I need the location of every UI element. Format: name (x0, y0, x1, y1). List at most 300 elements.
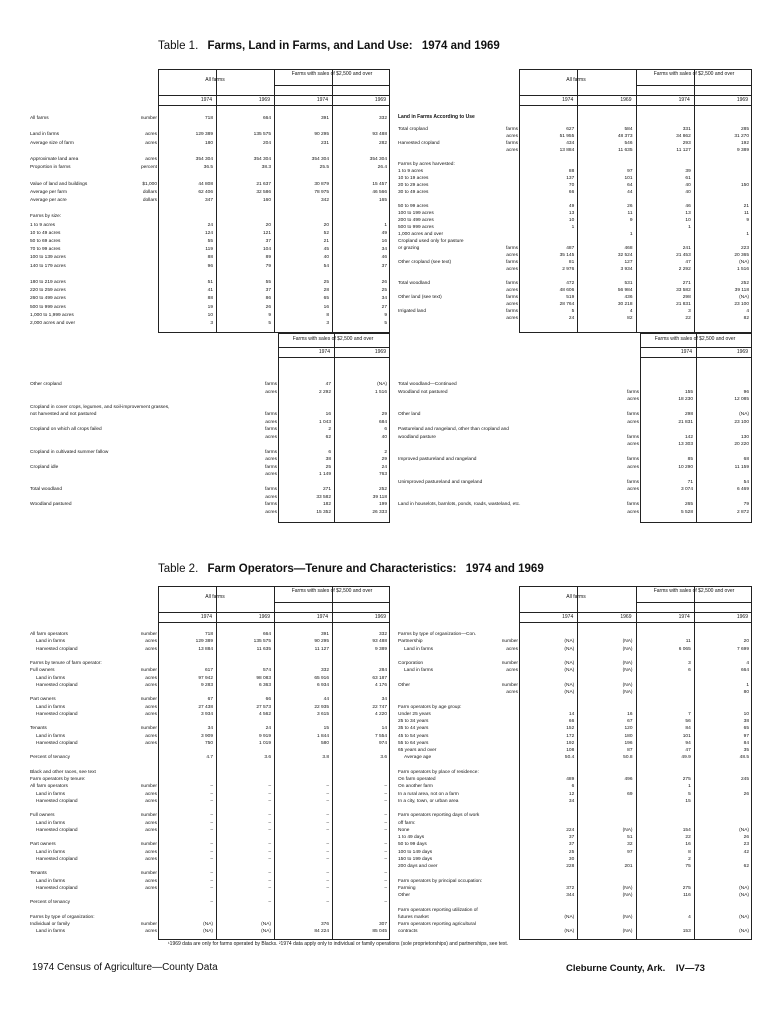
t1-sub-right-row (0, 502, 770, 508)
t1-left-row-unit: dollars (142, 198, 157, 203)
t2-right-row-label: Farm operators by age group: (398, 704, 462, 710)
t1-sub-left-row-value: 684 (378, 419, 387, 425)
t1-left-row-value: 46 566 (372, 189, 387, 195)
t1-left-row-label: Value of land and buildings (30, 181, 88, 187)
t1-right-row-value: 11 (744, 211, 749, 216)
t1-sub-right-row-unit: farms (627, 502, 639, 507)
t2-left-row-label: Harvested cropland (36, 740, 78, 746)
t2-right-header-line (636, 602, 753, 603)
t2-right-row-value: 97 (627, 849, 633, 855)
t1-right-row-value: 252 (740, 281, 749, 286)
t1-right-row-value: 49 (568, 204, 575, 209)
t1-right-row-value: 3 (688, 309, 691, 314)
t2-right-row-value: 228 (566, 864, 575, 869)
t2-right-row-value: 75 (685, 864, 691, 869)
t1-left-row-label: 220 to 259 acres (30, 288, 66, 294)
t2-right-row (0, 668, 770, 674)
t1-sub-left-years-top (278, 347, 390, 348)
t1-sub-left-row-value: 1 043 (318, 419, 331, 425)
t1-sub-left-row-unit: farms (265, 487, 277, 492)
t2-left-row-value: 574 (262, 668, 271, 674)
t1-left-row-value: 32 586 (256, 189, 271, 195)
t2-left-row-unit: acres (145, 820, 157, 826)
t1-left-row-value: 354 304 (311, 157, 329, 162)
table2-title-main: Farm Operators—Tenure and Characteristics: (207, 563, 457, 575)
t1-right-row-value: 47 (685, 260, 691, 265)
t2-left-row-value: – (268, 878, 271, 884)
t2-left-row-value: 6 363 (258, 682, 271, 688)
t2-left-row-value: 974 (378, 740, 387, 746)
t1-right-row-value: 28 764 (559, 302, 575, 307)
t2-right-row-label: futures market (398, 914, 429, 920)
t1-sub-right-row-value: 298 (684, 412, 693, 417)
t1-left-row-unit: $1,000 (142, 181, 157, 187)
t1-left-row-value: 354 304 (369, 157, 387, 162)
t2-right-row-value: 14 (568, 711, 575, 717)
table1-right-heading: Land in Farms According to Use (398, 114, 475, 120)
t1-left-row-label: 1,000 to 1,999 acres (30, 312, 74, 318)
t2-left-row-unit: acres (145, 878, 157, 884)
t2-right-row-value: 153 (682, 929, 691, 935)
t2-right-row-label: Farm operators reporting days of work (398, 813, 480, 819)
table2-title-years: 1974 and 1969 (465, 563, 544, 575)
t1-right-row-value: 32 524 (617, 253, 633, 258)
t1-left-row-value: 26 (265, 304, 271, 310)
t2-right-row-value: 25 (568, 849, 575, 855)
t2-left-row-value: – (210, 784, 213, 790)
t1-right-row-unit: farms (506, 309, 518, 314)
t2-right-row-value: 49.9 (681, 755, 691, 761)
t1-right-row-value: 20 365 (734, 253, 749, 258)
t1-sub-left-row-value: 33 582 (316, 494, 331, 500)
t2-left-row-value: – (268, 900, 271, 906)
t1-left-row-value: 38.3 (261, 165, 271, 171)
t1-sub-left-row-unit: acres (265, 434, 277, 440)
t2-left-header-line (274, 602, 390, 603)
t1-left-row-value: 44 808 (198, 181, 213, 187)
t1-right-row-value: 101 (624, 176, 633, 181)
t1-sub-right-row-value: 11 159 (734, 464, 749, 470)
t2-right-year-1: 1969 (620, 614, 632, 620)
t1-sub-left-row-label: not harvested and not pastured (30, 412, 97, 417)
t1-sub-right-row-value: 142 (684, 434, 693, 440)
t1-sub-left-row-label: Total woodland (30, 487, 63, 492)
t2-right-row-value: 66 (568, 719, 575, 724)
t2-right-row (0, 647, 770, 653)
t2-left-row-value: 85 045 (372, 929, 387, 935)
t2-left-row-value: 9 919 (258, 733, 271, 739)
t1-right-row-label: or grazing (398, 246, 420, 251)
t2-left-row-label: Land in farms (36, 639, 66, 645)
t2-right-row-value: 108 (566, 748, 575, 753)
t2-left-row-label: Land in farms (36, 929, 66, 935)
t1-right-row-value: 48 373 (617, 134, 633, 139)
t1-left-row-value: 28 (323, 288, 329, 294)
table2-footnote: ¹1969 data are only for farms operated by Blacks. ²1974 data apply only to individual or family operations (sole proprietorships) and partnerships, see text. (168, 941, 509, 947)
t2-right-row-value: 38 (743, 719, 749, 724)
county-name: Cleburne County, Ark. (566, 963, 666, 974)
t1-sub-right-row-value: 20 220 (734, 442, 749, 447)
t1-right-row-value: 4 (629, 309, 633, 314)
t2-right-row (0, 850, 770, 856)
t1-sub-right-row (0, 450, 770, 456)
t2-left-row-unit: acres (145, 856, 157, 862)
t1-left-row-value: 20 (323, 222, 329, 228)
t1-right-row-value: 436 (624, 295, 633, 300)
t2-right-row-label: Farms by type of organization—Con. (398, 632, 477, 637)
t1-left-row (0, 116, 770, 122)
t1-sub-right-row-value: 21 831 (678, 419, 693, 425)
t2-left-row-label: All farm operators (30, 784, 68, 790)
t1-left-row-value: 79 (265, 263, 271, 269)
t1-left-row-label: Average size of farm (30, 140, 74, 146)
t1-sub-right-row-unit: farms (627, 479, 639, 485)
t1-left-year-2: 1974 (316, 97, 328, 103)
t2-left-row-value: – (384, 784, 387, 790)
t1-left-row-value: 36.5 (203, 165, 213, 171)
t2-right-row-label: off farm: (398, 820, 416, 826)
t2-left-row-value: 580 (320, 740, 329, 746)
t1-right-row-label: 30 to 49 acres (398, 190, 429, 195)
t2-left-year-0: 1974 (200, 614, 212, 620)
t1-sub-left-row-unit: acres (265, 457, 277, 462)
t1-left-row-value: 231 (320, 140, 329, 146)
t1-sub-left-years-bottom (278, 357, 390, 358)
t2-right-row-value: 26 (743, 791, 749, 797)
t2-right-row-value: 10 (743, 711, 749, 717)
t2-right-row (0, 770, 770, 776)
t1-right-row-value: 472 (566, 281, 575, 286)
t1-sub-right-row-unit: farms (627, 389, 639, 395)
t1-right-row-value: 24 (568, 316, 575, 321)
t1-right-row-value: 82 (627, 316, 633, 321)
t1-sub-right-row-label: Woodland not pastured (398, 389, 448, 395)
t1-right-row (0, 246, 770, 252)
t2-right-row-label: 50 to 99 days (398, 842, 427, 848)
t1-left-row-value: 119 (205, 247, 213, 253)
t2-right-year-3: 1969 (736, 614, 748, 620)
t1-right-row-value: 9 (629, 218, 633, 223)
t2-right-row-unit: number (501, 639, 518, 645)
t1-sub-left-row-value: 62 (325, 434, 331, 440)
t2-left-row-label: Full owners (30, 813, 55, 819)
t1-left-row-label: 70 to 99 acres (30, 247, 61, 253)
t1-left-row-value: 89 (265, 255, 271, 261)
t2-right-row-value: 664 (740, 668, 749, 674)
t2-left-row-value: 332 (378, 632, 387, 637)
t1-left-row-value: 37 (381, 263, 387, 269)
t2-left-row-value: – (268, 813, 271, 819)
t2-right-row-value: (NA) (622, 914, 633, 920)
t2-left-row-label: Farm operators by tenure: (30, 777, 86, 782)
t2-right-row-label: On another farm (398, 784, 433, 790)
t1-right-row (0, 183, 770, 189)
t1-left-row-value: 104 (262, 247, 271, 253)
t1-left-row-value: 282 (378, 140, 387, 146)
page-footer-left: 1974 Census of Agriculture—County Data (32, 962, 218, 973)
t1-left-row-unit: dollars (142, 189, 157, 195)
t1-left-row-label: Land in farms (30, 132, 60, 138)
table2-title-prefix: Table 2. (158, 563, 199, 575)
t1-left-row-unit: acres (145, 132, 157, 138)
t2-left-row-value: – (326, 842, 329, 848)
t2-left-row-label: Land in farms (36, 791, 66, 797)
t1-sub-left-row-value: (NA) (377, 382, 387, 387)
t1-right-row-label: Irrigated land (398, 309, 426, 314)
t1-right-row-value: 21 453 (676, 253, 691, 258)
t2-left-row-label: Part owners (30, 842, 56, 848)
t2-right-row-value: 50.4 (564, 755, 575, 761)
table1-title-prefix: Table 1. (158, 40, 199, 52)
t2-left-row-value: 22 747 (372, 704, 387, 710)
t1-left-row-value: 26.4 (377, 165, 387, 171)
t2-right-row-label: 150 to 199 days (398, 856, 433, 862)
t2-right-row-label: Under 25 years (398, 711, 431, 717)
t1-right-row (0, 127, 770, 133)
t1-right-row (0, 169, 770, 175)
t1-right-row (0, 162, 770, 168)
t1-left-row-label: 140 to 179 acres (30, 263, 66, 269)
t2-right-row-value: 4 (688, 914, 691, 920)
t1-right-row-label: 1,000 acres and over (398, 232, 444, 237)
t1-right-row (0, 222, 770, 231)
t1-right-row-value: 4 (746, 309, 749, 314)
t1-right-row-value: 9 389 (736, 148, 749, 153)
t1-sub-left-year-1: 1969 (374, 349, 386, 355)
t2-right-row (0, 755, 770, 761)
t1-left-row-value: 40 (323, 255, 329, 261)
t1-sub-right-row-value: 54 (743, 479, 749, 485)
t1-right-row-value: 584 (624, 127, 633, 132)
t1-left-row-value: 3 (326, 321, 329, 326)
t2-left-row-unit: acres (145, 827, 157, 833)
t1-sub-left-row-unit: farms (265, 464, 277, 470)
t2-right-row (0, 784, 770, 790)
t1-right-row-value: 64 (627, 183, 633, 188)
t2-left-row-value: 11 635 (256, 646, 271, 652)
t1-right-row (0, 302, 770, 308)
t1-left-row-label: Farms by size: (30, 214, 62, 220)
t2-left-row-unit: acres (145, 798, 157, 804)
t2-right-row (0, 799, 770, 805)
t1-left-year-0: 1974 (200, 97, 212, 103)
t1-right-row-value: 150 (740, 183, 749, 188)
t2-left-row-unit: acres (145, 704, 157, 710)
t1-right-row-value: 10 (568, 218, 575, 223)
t1-left-row-unit: acres (145, 157, 157, 162)
t2-right-row (0, 676, 770, 682)
t1-sub-right-row-value: 130 (740, 434, 749, 440)
t1-left-row-value: 93 488 (372, 132, 387, 138)
t1-sub-left-row-value: 38 (325, 457, 331, 462)
t1-right-row-value: 56 984 (617, 288, 633, 293)
t2-right-row-value: (NA) (622, 827, 633, 833)
t1-right-row-label: Total cropland (398, 127, 428, 132)
t2-left-row-value: 98 083 (256, 675, 271, 681)
t2-right-row-value: 22 (685, 835, 691, 840)
t2-left-row-label: Harvested cropland (36, 856, 78, 862)
t1-left-row-label: 260 to 499 acres (30, 296, 66, 302)
t1-right-row-value: 70 (568, 183, 575, 188)
t2-right-row-value: 37 (568, 835, 575, 840)
t1-right-row (0, 309, 770, 315)
t2-left-row-label: Farms by tenure of farm operator: (30, 661, 102, 666)
t1-right-row-value: 271 (682, 281, 691, 286)
t2-right-row-label: In a city, town, or urban area (398, 798, 459, 804)
t1-sub-right-row-label: Unimproved pastureland and rangeland (398, 479, 483, 485)
t2-right-row-unit: acres (506, 668, 518, 674)
t1-sub-right-row (0, 405, 770, 411)
t1-left-row-value: 342 (320, 198, 329, 203)
t2-left-row-value: – (268, 856, 271, 862)
t2-left-row-value: 4 220 (374, 711, 387, 717)
t1-left-row-value: 19 (207, 304, 213, 310)
t1-sub-left-row-label: Cropland in cover crops, legumes, and soil-improvement grasses, (30, 404, 170, 410)
t2-left-row-value: – (326, 798, 329, 804)
t2-right-row-label: Other (398, 682, 410, 688)
t2-right-row-label: Farming (398, 885, 416, 891)
t2-left-row-unit: acres (145, 740, 157, 746)
t2-left-year-3: 1969 (374, 614, 386, 620)
t1-right-row-value: 81 (568, 260, 575, 265)
t1-sub-left-row-value: 24 (381, 464, 387, 470)
t2-left-row-value: 11 127 (314, 646, 329, 652)
t2-right-row-value: 116 (683, 893, 691, 898)
t1-sub-right-row-value: 18 230 (678, 397, 693, 402)
t1-right-row-value: 293 (682, 141, 691, 146)
t1-right-row-value: 223 (740, 246, 749, 251)
t1-right-row-value: 13 (685, 211, 691, 216)
t1-sub-right-row (0, 510, 770, 516)
t1-right-row-value: 10 (685, 218, 691, 223)
t1-right-row (0, 281, 770, 287)
t2-right-row-value: (NA) (622, 646, 633, 652)
t1-left-row-value: 180 (204, 140, 213, 146)
t2-left-row-value: 44 (323, 697, 329, 703)
t1-right-row-value: 97 (627, 169, 633, 174)
t2-right-row-value: 67 (627, 719, 633, 724)
t2-left-row-value: – (326, 784, 329, 790)
t2-left-row-label: All farm operators (30, 632, 68, 637)
t1-right-row-value: 1 516 (736, 267, 749, 272)
t2-right-row-value: 2 (688, 856, 691, 862)
t2-right-row-value: 224 (566, 827, 575, 833)
t2-right-row-value: 196 (624, 740, 633, 746)
t1-left-row-value: 165 (378, 198, 387, 203)
t1-left-row-value: 49 (381, 230, 387, 236)
t1-right-row-unit: acres (506, 134, 518, 139)
t2-left-row-value: – (326, 871, 329, 877)
t1-right-row-label: Harvested cropland (398, 141, 440, 146)
t1-right-row-label: Farms by acres harvested: (398, 162, 455, 167)
t1-sub-left-row-value: 15 352 (316, 509, 331, 515)
t2-left-row-value: 4 562 (258, 711, 271, 717)
t2-left-row-value: – (326, 827, 329, 833)
t1-right-row-value: 34 862 (676, 134, 691, 139)
t2-right-row (0, 835, 770, 841)
t2-left-row-value: – (384, 798, 387, 804)
t1-right-row-label: 100 to 199 acres (398, 211, 434, 216)
t1-right-row-value: 30 218 (617, 302, 633, 307)
t2-right-row-value: (NA) (564, 639, 575, 645)
page-footer-right (566, 963, 705, 974)
t2-left-row-label: Land in farms (36, 820, 66, 826)
t1-left-row-label: 180 to 219 acres (30, 280, 66, 285)
t1-sub-left-row-value: 2 292 (318, 389, 331, 395)
t1-left-row-value: 124 (204, 230, 213, 236)
t1-right-row-value: 531 (624, 281, 633, 286)
t2-right-row-value: 87 (627, 748, 633, 753)
t2-right-row-value: 62 (743, 864, 749, 869)
t1-sub-left-row-value: 16 (325, 412, 331, 417)
t2-left-row-value: 1 844 (316, 733, 329, 739)
t2-right-row-value: 12 (568, 791, 575, 797)
t2-right-row-value: (NA) (739, 885, 749, 891)
t2-left-row-unit: acres (145, 711, 157, 717)
t2-left-row-value: 84 224 (314, 929, 329, 935)
t2-right-row-unit: number (501, 682, 518, 688)
t1-right-years-top (519, 95, 752, 96)
t1-left-row-label: 1 to 9 acres (30, 222, 56, 228)
t2-left-row-label: Tenants (30, 726, 47, 732)
t1-sub-right-row-unit: acres (627, 442, 639, 447)
t1-sub-right-row (0, 472, 770, 478)
t2-left-row-label: Individual or family (30, 922, 70, 927)
t2-right-row-unit: acres (506, 690, 518, 695)
t1-sub-left-row-value: 40 (381, 434, 387, 440)
t1-right-row-unit: acres (506, 253, 518, 258)
t1-sub-right-row (0, 480, 770, 486)
t2-left-row-value: – (210, 885, 213, 891)
t2-right-years-bottom (519, 622, 752, 623)
t1-sub-left-row-value: 25 (325, 464, 331, 470)
t1-left-row-value: 391 (320, 116, 329, 121)
t2-right-row-value: 120 (624, 726, 633, 732)
t1-right-row-value: 627 (566, 127, 575, 132)
t1-left-row-value: 55 (207, 239, 213, 244)
t2-right-row-value: (NA) (564, 646, 575, 652)
t1-sub-left-row-value: 6 (384, 427, 387, 432)
t1-left-year-3: 1969 (374, 97, 386, 103)
t2-right-row-label: 35 to 44 years (398, 726, 429, 732)
t1-sub-right-row-label: Improved pastureland and rangeland (398, 457, 477, 462)
t2-left-row-value: 27 438 (198, 704, 213, 710)
t1-right-row (0, 218, 770, 224)
t2-right-row-value: 65 (743, 726, 749, 732)
t2-right-row-label: 65 years and over (398, 748, 437, 753)
t2-right-row (0, 915, 770, 921)
t1-right-row-value: 44 (627, 190, 633, 195)
t2-right-row-label: Farm operators by principal occupation: (398, 878, 483, 884)
t2-left-row-value: – (326, 900, 329, 906)
t1-left-row-value: 21 637 (256, 181, 271, 187)
t1-left-row-value: 9 (384, 312, 387, 318)
t1-left-row (0, 321, 770, 327)
t2-right-row-value: 20 (743, 639, 749, 645)
t2-right-row (0, 748, 770, 754)
t2-right-row-value: 275 (682, 777, 691, 782)
t1-left-row-value: 204 (262, 140, 271, 146)
t2-right-row-value: 80 (743, 690, 749, 695)
t1-sub-right-row-value: 10 290 (678, 464, 693, 470)
t1-left-row-value: 86 (265, 296, 271, 302)
table2-left-header-all: All farms (205, 594, 225, 600)
t1-right-row-value: 22 (685, 316, 691, 321)
t2-right-row-value: 245 (740, 777, 749, 782)
t2-right-row-label: Farm operators reporting utilization of (398, 907, 478, 913)
t1-sub-right-row-label: Total woodland—Continued (398, 382, 457, 387)
t1-right-row (0, 148, 770, 154)
